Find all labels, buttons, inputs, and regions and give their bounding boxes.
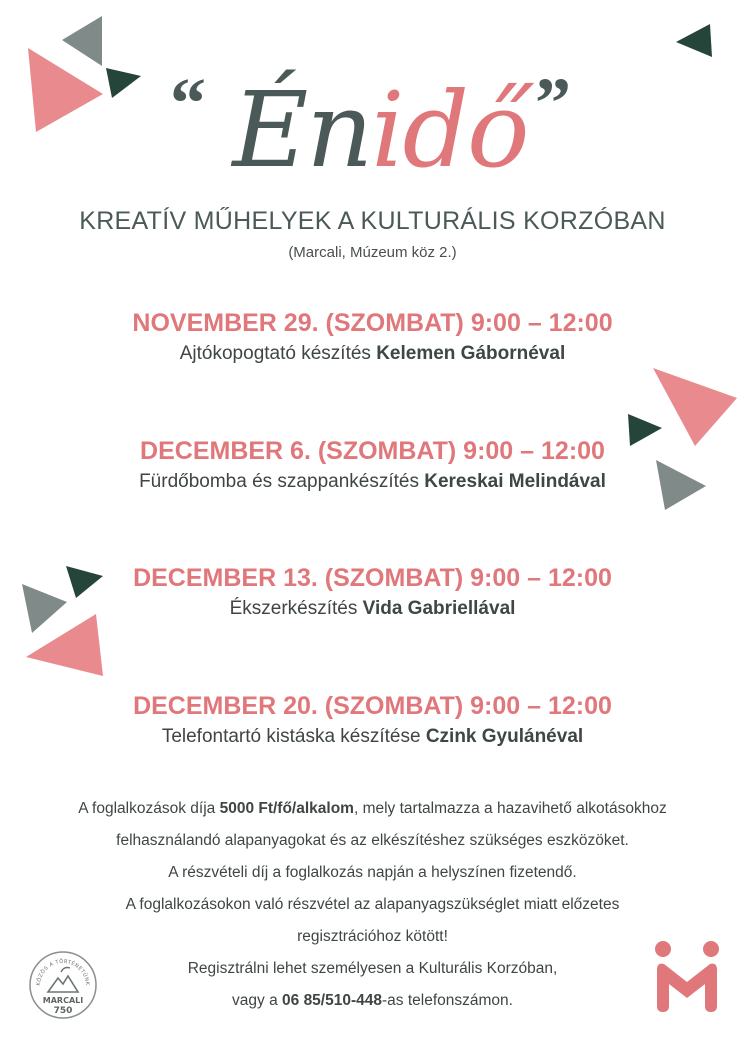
event-description [0,339,745,369]
m-logo-icon [654,940,720,1014]
event-activity: Fürdőbomba és szappankészítés [139,471,425,492]
phone-number: 06 85/510-448 [282,992,382,1009]
event-date: DECEMBER 20. (SZOMBAT) 9:00 – 12:00 [133,692,612,720]
event-item [0,690,745,752]
subtitle: KREATÍV MŰHELYEK A KULTURÁLIS KORZÓBAN [79,207,666,235]
event-logo-title [210,55,550,205]
info-text [0,793,745,1017]
event-item [0,435,745,497]
info-text-segment: -as telefonszámon. [382,992,513,1009]
close-quote: ” [535,63,571,143]
title-block [0,55,745,205]
info-line [0,985,745,1017]
event-date: NOVEMBER 29. (SZOMBAT) 9:00 – 12:00 [132,309,613,337]
event-date: DECEMBER 13. (SZOMBAT) 9:00 – 12:00 [133,564,612,592]
price: 5000 Ft/fő/alkalom [219,800,354,817]
info-line: A foglalkozásokon való részvétel az alapanyagszükséglet miatt előzetes [125,896,620,913]
event-host: Kereskai Melindával [424,471,606,492]
svg-text:750: 750 [53,1006,73,1016]
event-description [0,467,745,497]
logo-part-ido: idő [371,69,528,191]
event-activity: Telefontartó kistáska készítése [161,726,426,747]
event-item [0,562,745,624]
info-line [0,793,745,825]
address: (Marcali, Múzeum köz 2.) [288,244,457,261]
event-activity: Ajtókopogtató készítés [179,343,377,364]
info-text-segment: A foglalkozások díja [78,800,220,817]
event-item [0,307,745,369]
event-description [0,722,745,752]
marcali-750-badge-icon [28,950,98,1020]
triangle-darkgreen-top-right [676,24,712,57]
event-description [0,594,745,624]
event-host: Vida Gabriellával [362,598,516,619]
event-date: DECEMBER 6. (SZOMBAT) 9:00 – 12:00 [140,437,605,465]
event-host: Kelemen Gábornéval [376,343,566,364]
event-host: Czink Gyulánéval [425,726,584,747]
info-text-segment: vagy a [232,992,283,1009]
svg-text:MARCALI: MARCALI [42,996,84,1005]
info-line: A részvételi díj a foglalkozás napján a helyszínen fizetendő. [168,864,577,881]
open-quote: “ [170,63,206,143]
info-line: felhasználandó alapanyagokat és az elkészítéshez szükséges eszközöket. [116,832,629,849]
info-line: Regisztrálni lehet személyesen a Kulturális Korzóban, [187,960,558,977]
svg-text:KÖZÖS A TÖRTÉNETÜNK: KÖZÖS A TÖRTÉNETÜNK [35,958,91,986]
event-activity: Ékszerkészítés [229,598,363,619]
info-line: regisztrációhoz kötött! [297,928,448,945]
info-text-segment: , mely tartalmazza a hazavihető alkotásokhoz [353,800,667,817]
logo-part-en: Én [232,69,372,191]
